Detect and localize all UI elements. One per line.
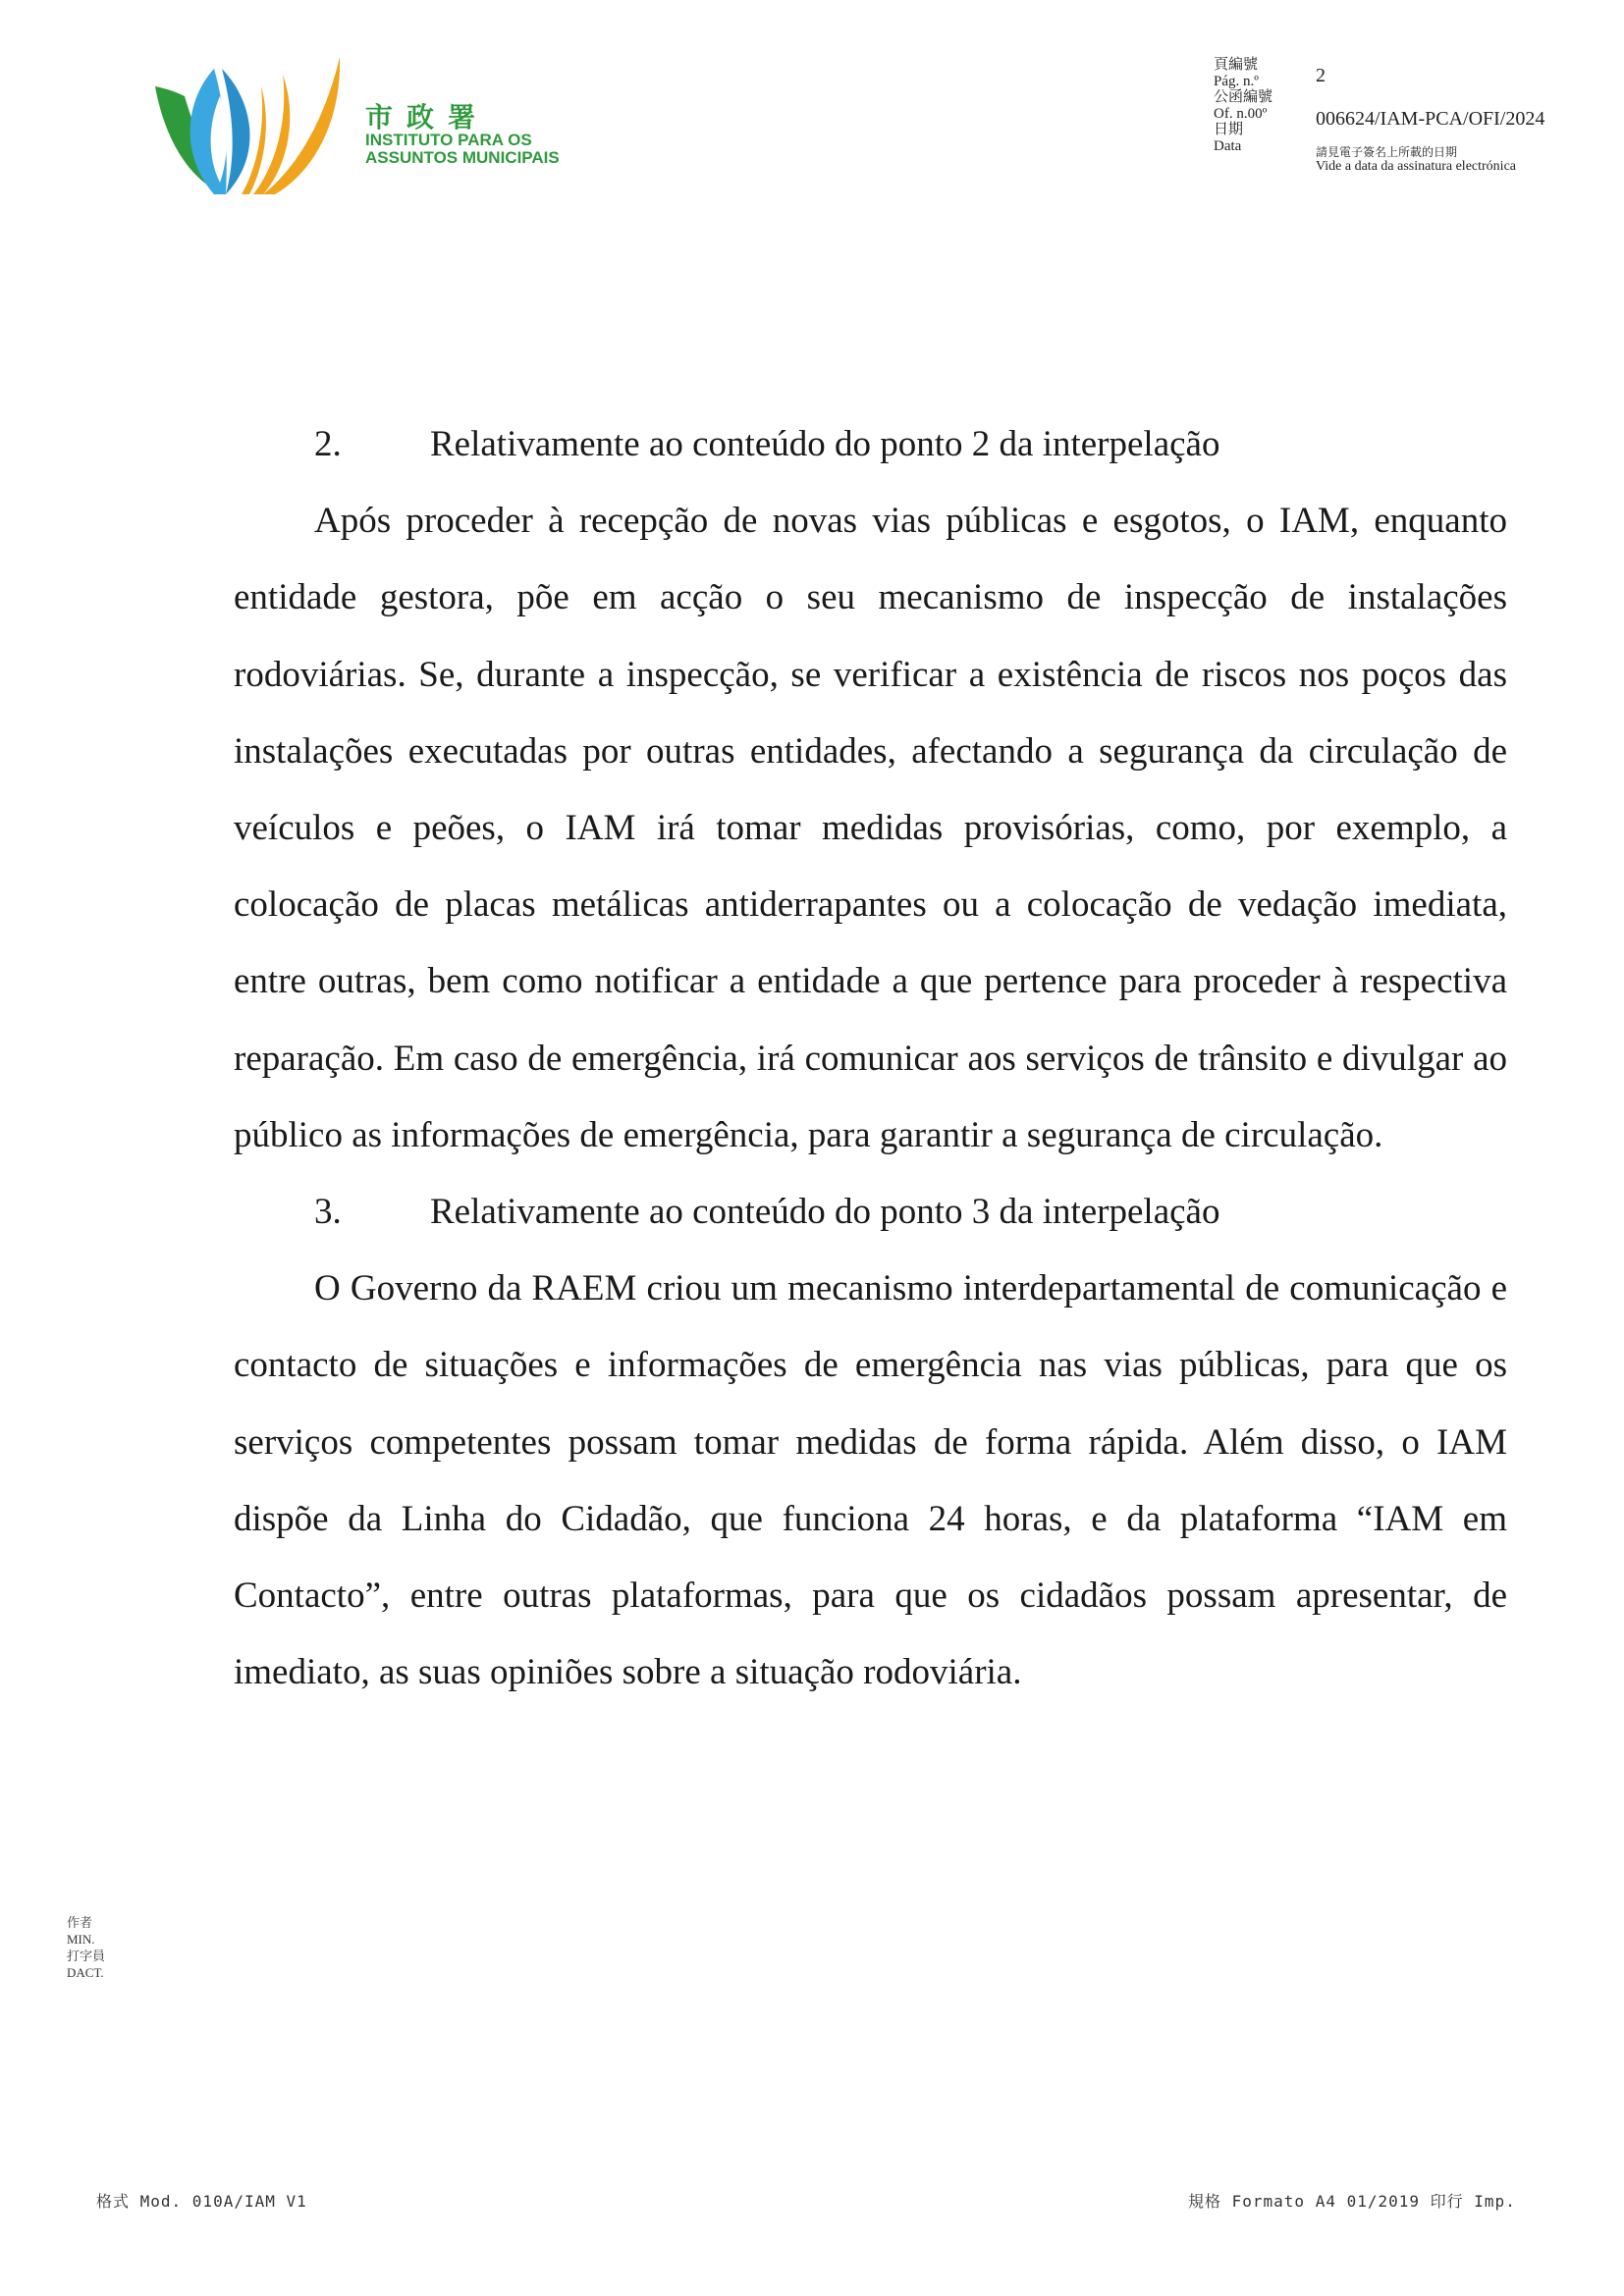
section-3-heading: [234, 1174, 1507, 1251]
section-3-number: 3.: [314, 1192, 342, 1233]
footer-format: 規格 Formato A4 01/2019 印行 Imp.: [1188, 2192, 1516, 2211]
page-number: 2: [1316, 65, 1326, 86]
logo-name-pt-line1: INSTITUTO PARA OS: [365, 131, 532, 149]
footer-form-model: 格式 Mod. 010A/IAM V1: [96, 2192, 307, 2211]
meta-labels: [1214, 57, 1272, 154]
side-label: 打字員: [67, 1949, 106, 1963]
side-label: MIN.: [67, 1932, 95, 1947]
section-2-heading: [234, 406, 1507, 483]
section-2-paragraph: Após proceder à recepção de novas vias públicas e esgotos, o IAM, enquanto entidade gestora, põe em acção o seu mecanismo de inspecção de instalações rodoviárias. Se, durante a inspecção, se verificar a existência de riscos nos poços das instalações executadas por outras entidades, afectando a segurança da circulação de veículos e peões, o IAM irá tomar medidas provisórias, como, por exemplo, a colocação de placas metálicas antiderrapantes ou a colocação de vedação imediata, entre outras, bem como notificar a entidade a que pertence para proceder à respectiva reparação. Em caso de emergência, irá comunicar aos serviços de trânsito e divulgar ao público as informações de emergência, para garantir a segurança de circulação.: [234, 501, 1507, 1155]
document-body: [234, 406, 1507, 1711]
section-2-title: Relativamente ao conteúdo do ponto 2 da interpelação: [430, 424, 1220, 464]
side-label: 作者: [67, 1915, 93, 1930]
meta-label: 頁編號: [1214, 57, 1259, 73]
logo-name-cn: 市政署: [365, 101, 490, 133]
section-3-paragraph: O Governo da RAEM criou um mecanismo interdepartamental de comunicação e contacto de situações e informações de emergência nas vias públicas, para que os serviços competentes possam tomar medidas de forma rápida. Além disso, o IAM dispõe da Linha do Cidadão, que funciona 24 horas, e da plataforma “IAM em Contacto”, entre outras plataformas, para que os cidadãos possam apresentar, de imediato, as suas opiniões sobre a situação rodoviária.: [234, 1268, 1507, 1693]
section-3-title: Relativamente ao conteúdo do ponto 3 da interpelação: [430, 1192, 1220, 1233]
date-pt: Vide a data da assinatura electrónica: [1316, 159, 1516, 174]
reference-number: 006624/IAM-PCA/OFI/2024: [1316, 108, 1545, 130]
meta-label: Of. n.00º: [1214, 105, 1268, 122]
meta-label: 日期: [1214, 122, 1244, 137]
side-labels: [67, 1914, 105, 1981]
meta-label: Pág. n.º: [1214, 73, 1259, 89]
logo-name-pt-line2: ASSUNTOS MUNICIPAIS: [365, 148, 560, 167]
section-2-number: 2.: [314, 424, 342, 464]
iam-logo: [155, 57, 558, 194]
meta-label: 公函編號: [1214, 89, 1273, 105]
meta-label: Data: [1214, 137, 1242, 154]
logo-name-pt: [365, 132, 560, 167]
date-cn: 請見電子簽名上所載的日期: [1316, 145, 1458, 159]
side-label: DACT.: [67, 1965, 104, 1980]
